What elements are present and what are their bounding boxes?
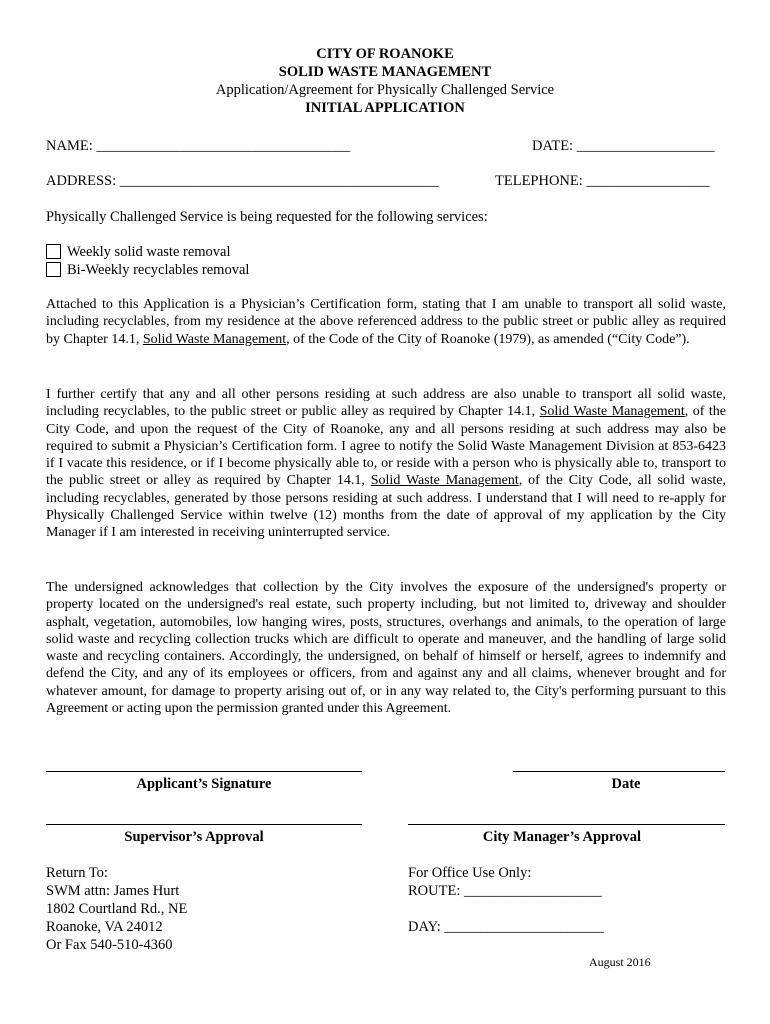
- p2-code-reference-1: Solid Waste Management: [539, 404, 685, 420]
- revision-date: August 2016: [589, 955, 651, 969]
- city-manager-approval-label: City Manager’s Approval: [482, 829, 642, 845]
- return-to-fax: Or Fax 540-510-4360: [46, 937, 173, 953]
- return-to-attn: SWM attn: James Hurt: [46, 883, 180, 899]
- biweekly-recyclables-label: Bi-Weekly recyclables removal: [67, 262, 250, 278]
- biweekly-recyclables-checkbox[interactable]: [46, 262, 61, 277]
- office-use-title: For Office Use Only:: [408, 865, 532, 881]
- return-to-street: 1802 Courtland Rd., NE: [46, 901, 188, 917]
- residents-certification-paragraph: [46, 386, 726, 542]
- telephone-field[interactable]: TELEPHONE: _________________: [495, 173, 710, 189]
- day-field[interactable]: DAY: ______________________: [408, 919, 604, 935]
- department-title: SOLID WASTE MANAGEMENT: [278, 64, 492, 80]
- date-signature-label: Date: [611, 776, 641, 792]
- p1-code-reference: Solid Waste Management: [142, 331, 287, 347]
- applicant-signature-label: Applicant’s Signature: [136, 776, 272, 792]
- indemnification-paragraph: The undersigned acknowledges that collection by the City involves the exposure of the undersigned's property or property located on the undersigned's real estate, such property including, but not limited to, driveway and shoulder asphalt, vegetation, automobiles, low hanging wires, posts, structures, overhangs and animals, to the operation of large solid waste and recycling collection trucks which are difficult to operate and maneuver, and the handling of large solid waste and recycling containers. Accordingly, the undersigned, on behalf of himself or herself, agrees to indemnify and defend the City, and any of its employees or officers, from and against any and all claims, whenever brought and for whatever amount, for damage to property arising out of, or in any way related to, the City's performing pursuant to this Agreement or acting upon the permission granted under this Agreement.: [46, 580, 726, 717]
- name-field[interactable]: NAME: ___________________________________: [46, 138, 351, 154]
- applicant-signature-line[interactable]: [46, 771, 362, 772]
- p2-text-b: , of the City Code, and upon the request of the City of Roanoke, any and all persons residing at such address may also be required to submit a Physician’s Certification form. I agree to notify the Solid Waste Management Division at 853-6423 if I vacate this residence, or if I become physically able to, or reside with a person who is physically able to, transport to the public street or alley as required by Chapter 14.1,: [46, 404, 726, 489]
- form-subtitle: Application/Agreement for Physically Challenged Service: [215, 82, 555, 98]
- supervisor-approval-label: Supervisor’s Approval: [124, 829, 264, 845]
- p1-text-b: , of the Code of the City of Roanoke (1979), as amended (“City Code”).: [286, 331, 690, 347]
- services-intro: Physically Challenged Service is being requested for the following services:: [46, 209, 488, 225]
- form-type-title: INITIAL APPLICATION: [305, 100, 465, 116]
- date-signature-line[interactable]: [513, 771, 725, 772]
- date-field[interactable]: DATE: ___________________: [532, 138, 715, 154]
- route-field[interactable]: ROUTE: ___________________: [408, 883, 602, 899]
- weekly-removal-checkbox[interactable]: [46, 244, 61, 259]
- p1-text-a: Attached to this Application is a Physician’s Certification form, stating that I am unable to transport all solid waste, including recyclables, from my residence at the above referenced address to the public street or public alley as required by Chapter 14.1,: [46, 297, 726, 347]
- weekly-removal-label: Weekly solid waste removal: [67, 244, 231, 260]
- city-manager-approval-line[interactable]: [408, 824, 725, 825]
- p2-text-a: I further certify that any and all other persons residing at such address are also unable to transport all solid waste, including recyclables, to the public street or public alley as required by Chapter 14.1,: [46, 387, 726, 420]
- supervisor-approval-line[interactable]: [46, 824, 362, 825]
- return-to-label: Return To:: [46, 865, 108, 881]
- return-to-city: Roanoke, VA 24012: [46, 919, 163, 935]
- p2-text-c: , of the City Code, all solid waste, including recyclables, generated by those persons residing at such address. I understand that I will need to re-apply for Physically Challenged Service within twelve (12) months from the date of approval of my application by the City Manager if I am interested in receiving uninterrupted service.: [46, 473, 727, 541]
- certification-paragraph: [46, 296, 726, 348]
- p2-code-reference-2: Solid Waste Management: [370, 473, 519, 489]
- address-field[interactable]: ADDRESS: ____________________________________________: [46, 173, 439, 189]
- city-title: CITY OF ROANOKE: [316, 46, 454, 62]
